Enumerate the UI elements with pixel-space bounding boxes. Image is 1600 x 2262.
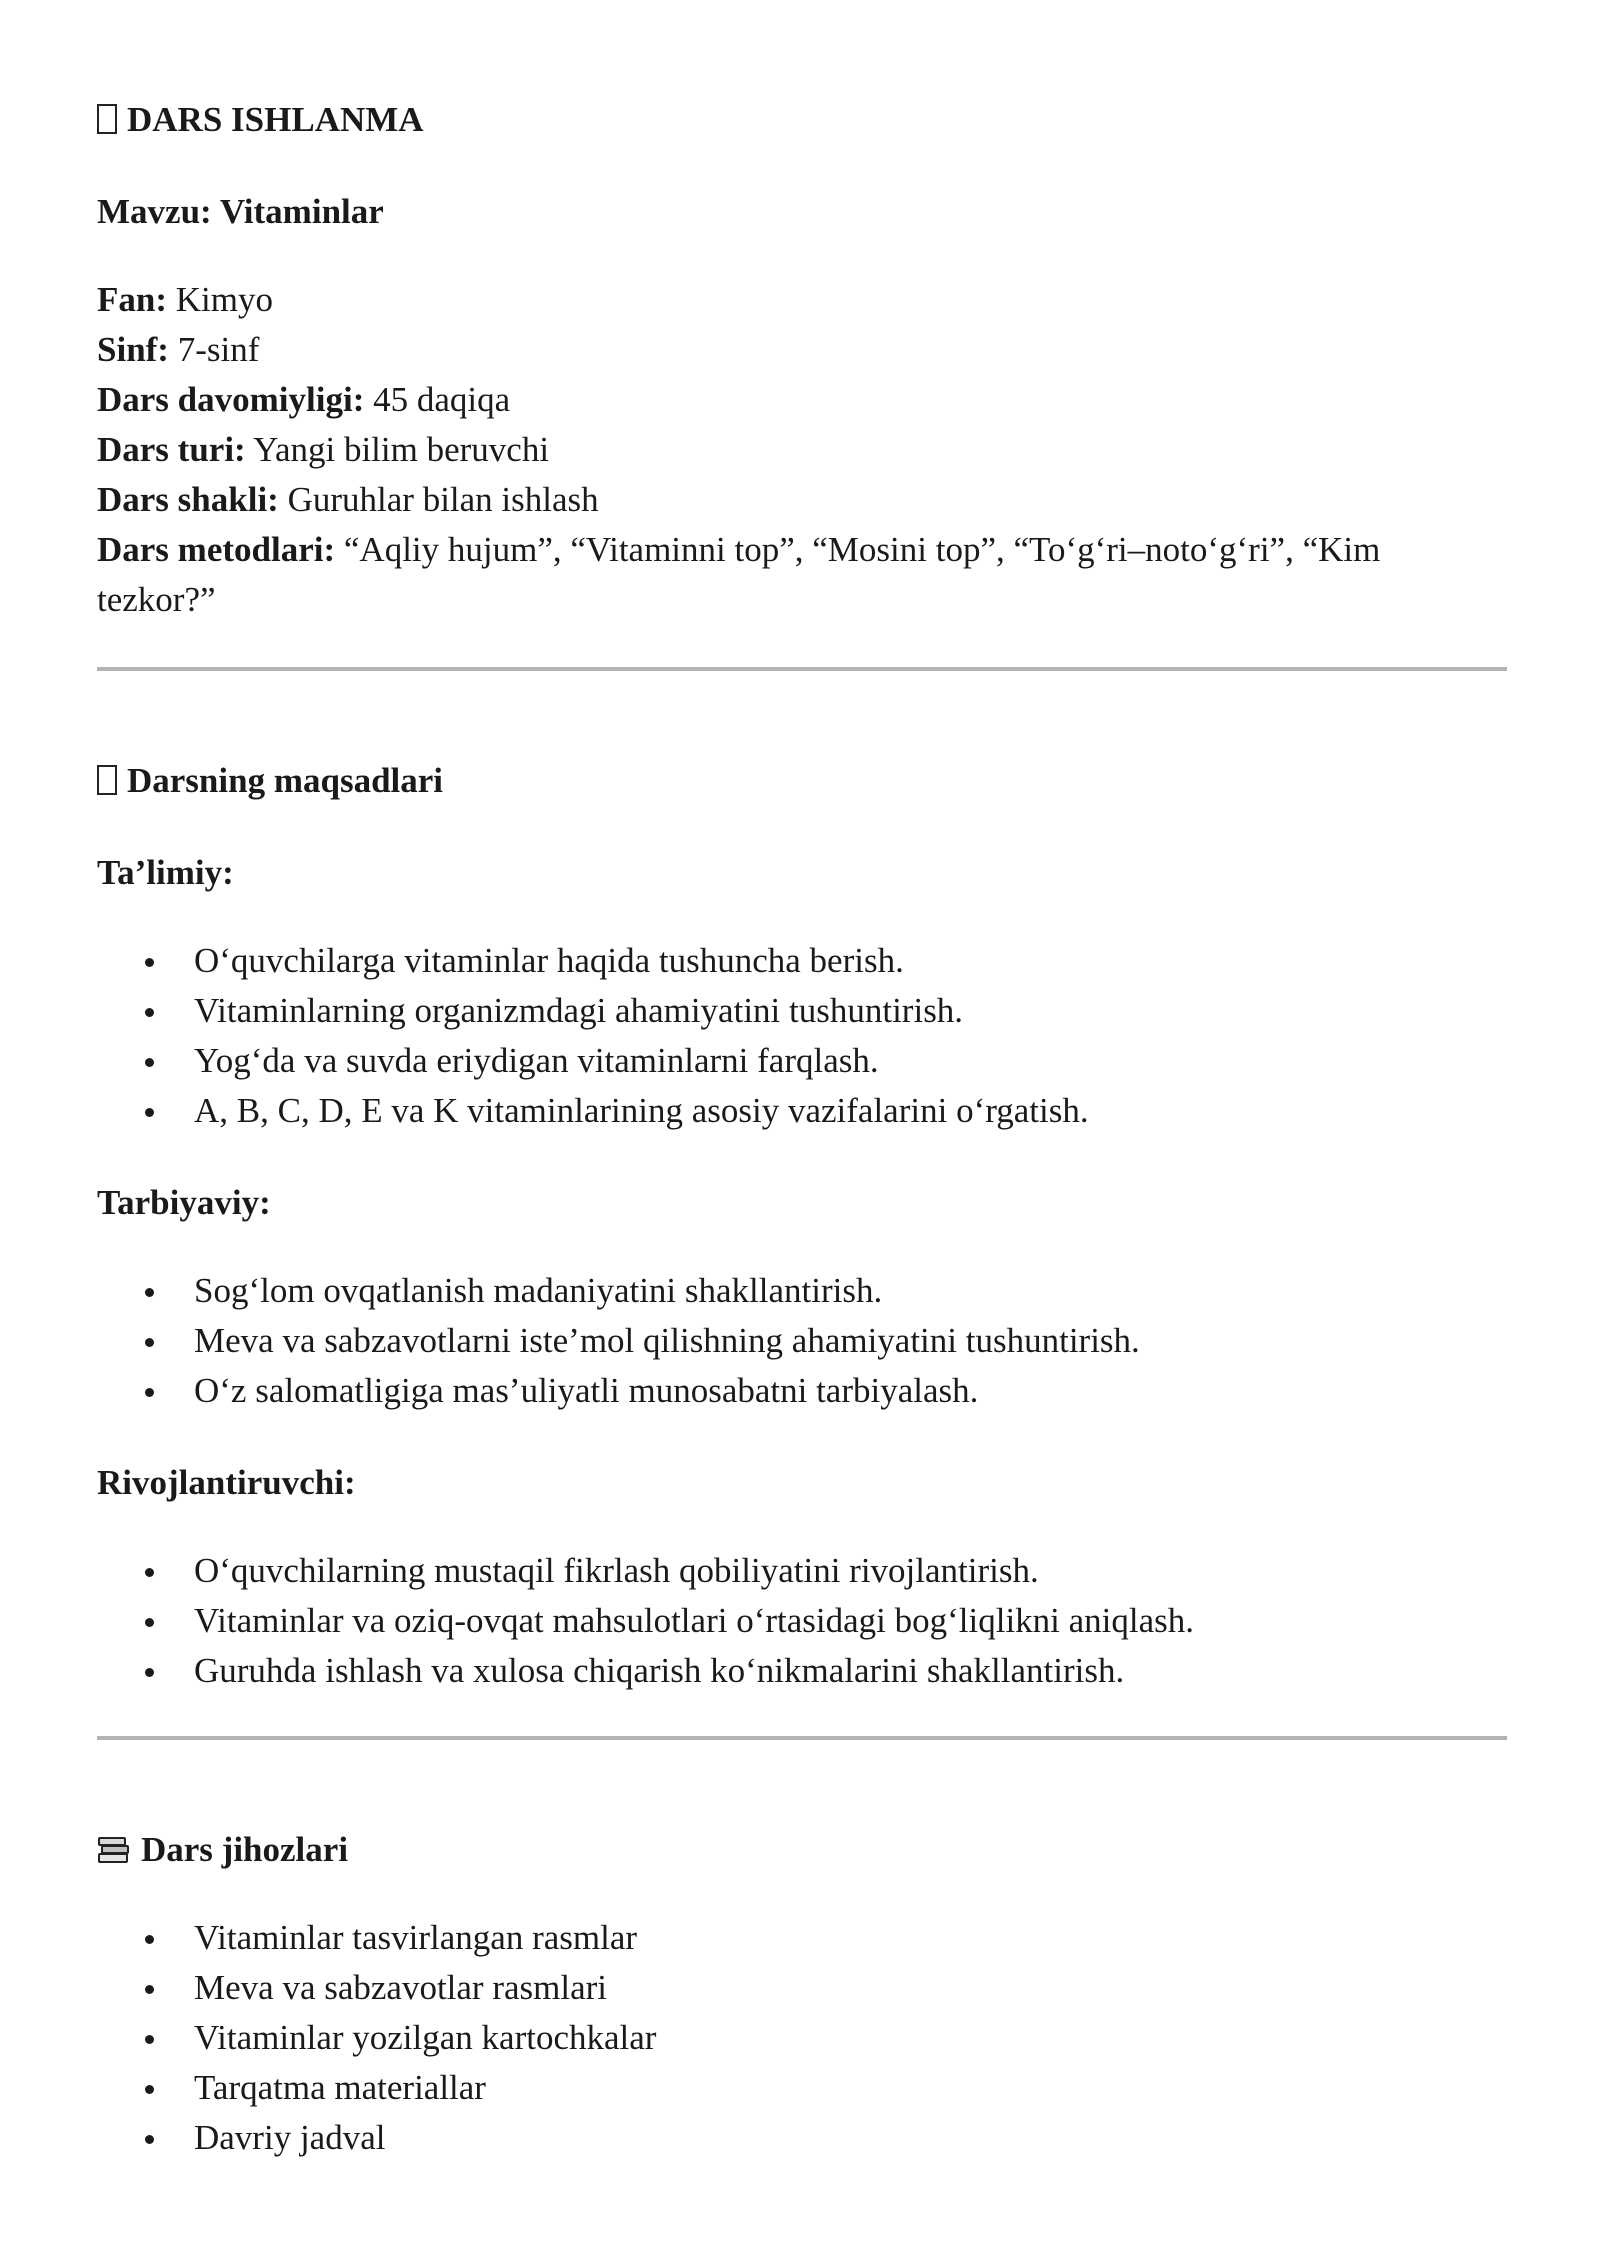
meta-label: Sinf: <box>97 330 169 369</box>
meta-label: Dars metodlari: <box>97 530 336 569</box>
goals-title <box>97 756 1507 806</box>
list-item: Vitaminlar va oziq-ovqat mahsulotlari o‘rtasidagi bog‘liqlikni aniqlash. <box>97 1596 1507 1646</box>
meta-label: Dars shakli: <box>97 480 279 519</box>
meta-value: “Aqliy hujum”, “Vitaminni top”, “Mosini top”, “To‘g‘ri–noto‘g‘ri”, “Kim tezkor?” <box>97 530 1381 619</box>
list-item: O‘quvchilarga vitaminlar haqida tushuncha berish. <box>97 936 1507 986</box>
equipment-title <box>97 1825 1507 1875</box>
list-item: Vitaminlarning organizmdagi ahamiyatini tushuntirish. <box>97 986 1507 1036</box>
meta-row-duration <box>97 375 1507 425</box>
list-item: Sog‘lom ovqatlanish madaniyatini shakllantirish. <box>97 1266 1507 1316</box>
subsection-title-talimiy: Ta’limiy: <box>97 853 234 892</box>
list-item: Meva va sabzavotlarni iste’mol qilishning ahamiyatini tushuntirish. <box>97 1316 1507 1366</box>
meta-label: Dars davomiyligi: <box>97 380 365 419</box>
topic-line <box>97 187 1507 237</box>
list-item: Vitaminlar tasvirlangan rasmlar <box>97 1913 1507 1963</box>
goals-title-text: Darsning maqsadlari <box>127 761 444 800</box>
list-item: O‘z salomatligiga mas’uliyatli munosabatni tarbiyalash. <box>97 1366 1507 1416</box>
section-divider <box>97 667 1507 671</box>
meta-value: 7-sinf <box>177 330 260 369</box>
topic-label: Mavzu: <box>97 192 212 231</box>
meta-row-type <box>97 425 1507 475</box>
document-title <box>97 95 1507 145</box>
list-item: A, B, C, D, E va K vitaminlarining asosiy vazifalarini o‘rgatish. <box>97 1086 1507 1136</box>
equipment-list <box>97 1913 1507 2163</box>
meta-value: Guruhlar bilan ishlash <box>287 480 599 519</box>
document-page <box>97 95 1507 2163</box>
meta-row-form <box>97 475 1507 525</box>
meta-row-subject <box>97 275 1507 325</box>
meta-label: Fan: <box>97 280 167 319</box>
doc-icon <box>97 104 117 134</box>
list-item: Meva va sabzavotlar rasmlari <box>97 1963 1507 2013</box>
meta-value: Kimyo <box>175 280 273 319</box>
subsection-title-tarbiyaviy: Tarbiyaviy: <box>97 1183 271 1222</box>
books-icon <box>97 1835 131 1865</box>
meta-value: 45 daqiqa <box>373 380 511 419</box>
meta-row-methods <box>97 525 1507 625</box>
list-item: Tarqatma materiallar <box>97 2063 1507 2113</box>
lesson-meta <box>97 275 1507 625</box>
list-item: Guruhda ishlash va xulosa chiqarish ko‘nikmalarini shakllantirish. <box>97 1646 1507 1696</box>
list-item: Davriy jadval <box>97 2113 1507 2163</box>
list-item: Yog‘da va suvda eriydigan vitaminlarni farqlash. <box>97 1036 1507 1086</box>
meta-label: Dars turi: <box>97 430 246 469</box>
meta-value: Yangi bilim beruvchi <box>253 430 550 469</box>
equipment-title-text: Dars jihozlari <box>141 1830 349 1869</box>
rivojlantiruvchi-list <box>97 1546 1507 1696</box>
document-title-text: DARS ISHLANMA <box>127 100 424 139</box>
tarbiyaviy-list <box>97 1266 1507 1416</box>
meta-row-grade <box>97 325 1507 375</box>
talimiy-list <box>97 936 1507 1136</box>
list-item: O‘quvchilarning mustaqil fikrlash qobiliyatini rivojlantirish. <box>97 1546 1507 1596</box>
list-item: Vitaminlar yozilgan kartochkalar <box>97 2013 1507 2063</box>
section-divider <box>97 1736 1507 1740</box>
topic-value: Vitaminlar <box>219 192 384 231</box>
subsection-title-rivojlantiruvchi: Rivojlantiruvchi: <box>97 1463 356 1502</box>
target-icon <box>97 765 117 795</box>
